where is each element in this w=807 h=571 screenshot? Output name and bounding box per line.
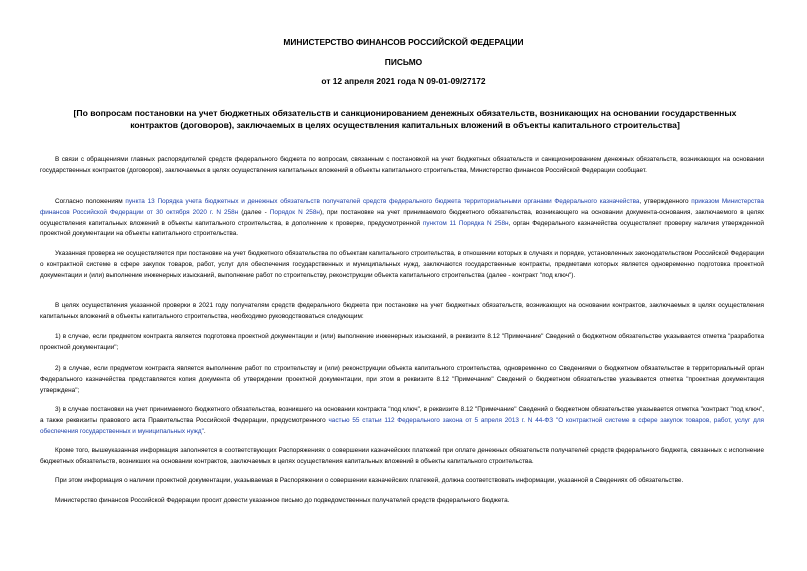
document-subject: [По вопросам постановки на учет бюджетных обязательств и санкционированием денежных обязательств, возникающих на основании государственных контрактов (договоров), заключаемых в целях осуществления капитальных вложений в объекты капитального строительства]	[73, 108, 737, 130]
paragraph-2-text-4: ), при постановке на учет принимаемого бюджетного обязательства, возникающего на основании документа-основания, заключаемого в целях осуществления капитальных вложений в объекты капитального строительства, в дополнение к проверке, предусмотренной	[40, 208, 764, 227]
paragraph-2	[40, 197, 764, 240]
link-minfin-order-258n[interactable]: приказом Министерства финансов Российской Федерации от 30 октября 2020 г. N 258н	[40, 198, 764, 216]
link-federal-law-44fz[interactable]: частью 55 статьи 112 Федерального закона от 5 апреля 2013 г. N 44-ФЗ "О контрактной системе в сфере закупок товаров, работ, услуг для обеспечения государственных и муниципальных нужд"	[40, 416, 765, 435]
document-date-number: от 12 апреля 2021 года N 09-01-09/27172	[321, 76, 486, 86]
paragraph-7-text-1: 3) в случае постановки на учет принимаемого бюджетного обязательства, возникшего на основании контракта "под ключ", в реквизите 8.12 "Примечание" Сведений о бюджетном обязательстве указывается отметка "контракт "под ключ", а также реквизиты правового акта Правительства Российской Федерации, предусмотренного	[40, 406, 764, 424]
paragraph-9: При этом информация о наличии проектной документации, указываемая в Распоряжении о совершении казначейских платежей, должна соответствовать информации, указанной в Сведениях об обязательстве.	[55, 477, 684, 484]
ministry-heading: МИНИСТЕРСТВО ФИНАНСОВ РОССИЙСКОЙ ФЕДЕРАЦИИ	[283, 37, 524, 47]
paragraph-2-text-5: , орган Федерального казначейства осуществляет проверку наличия утвержденной проектной документации на объекты капитального строительства.	[40, 219, 764, 238]
paragraph-8: Кроме того, вышеуказанная информация заполняется в соответствующих Распоряжениях о совершении казначейских платежей при оплате денежных обязательств получателей средств федерального бюджета, связанных с исполнение бюджетных обязательств, возникших на основании контрактов, заключаемых в целях осуществления капитальных вложений в объекты капитального строительства.	[40, 447, 764, 465]
link-order-clause-11[interactable]: пунктом 11 Порядка N 258н	[422, 219, 509, 227]
document-type-heading: ПИСЬМО	[384, 57, 423, 67]
paragraph-2-text-3: (далее -	[238, 208, 270, 216]
paragraph-4: В целях осуществления указанной проверки в 2021 году получателям средств федерального бюджета при постановке на учет бюджетных обязательств, возникающих на основании контрактов, заключаемых в целях осуществления капитальных вложений в объекты капитального строительства, необходимо руководствоваться следующим:	[40, 302, 764, 320]
paragraph-10: Министерство финансов Российской Федерации просит довести указанное письмо до подведомственных получателей средств федерального бюджета.	[55, 497, 510, 504]
paragraph-3: Указанная проверка не осуществляется при постановке на учет бюджетного обязательства по объектам капитального строительства, в отношении которых в случаях и порядке, установленных законодательством Российской Федерации о контрактной системе в сфере закупок товаров, работ, услуг для обеспечения государственных и муниципальных нужд, заключаются государственные контракты, предметами которых является одновременно подготовка проектной документации и (или) выполнение инженерных изысканий, выполнение работ по строительству, реконструкции объекта капитального строительства (далее - контракт "под ключ").	[40, 250, 764, 279]
paragraph-2-text-1: Согласно положениям	[55, 198, 126, 205]
paragraph-6: 2) в случае, если предметом контракта является выполнение работ по строительству и (или) реконструкции объекта капитального строительства, одновременно со Сведениями о бюджетном обязательстве в территориальный орган Федерального казначейства представляется копия документа об утверждении проектной документации, при этом в реквизите 8.12 "Примечание" Сведений о бюджетном обязательстве указывается отметка "проектная документация утверждена";	[40, 365, 764, 394]
link-order-clause-13[interactable]: пункта 13 Порядка учета бюджетных и денежных обязательств получателей средств федерального бюджета территориальными органами Федерального казначейства	[125, 198, 640, 205]
paragraph-7-text-2: .	[203, 427, 206, 435]
paragraph-1: В связи с обращениями главных распорядителей средств федерального бюджета по вопросам, связанным с постановкой на учет бюджетных обязательств и санкционированием денежных обязательств, возникающих на основании государственных контрактов (договоров), заключаемых в целях осуществления капитальных вложений в объекты капитального строительства, Министерство финансов Российской Федерации сообщает.	[40, 156, 764, 174]
link-order-258n[interactable]: Порядок N 258н	[269, 208, 320, 216]
paragraph-7	[40, 405, 764, 437]
paragraph-5: 1) в случае, если предметом контракта является подготовка проектной документации и (или) выполнение инженерных изысканий, в реквизите 8.12 "Примечание" Сведений о бюджетном обязательстве указывается отметка "разработка проектной документации";	[40, 333, 764, 351]
paragraph-2-text-2: , утвержденного	[639, 198, 692, 205]
